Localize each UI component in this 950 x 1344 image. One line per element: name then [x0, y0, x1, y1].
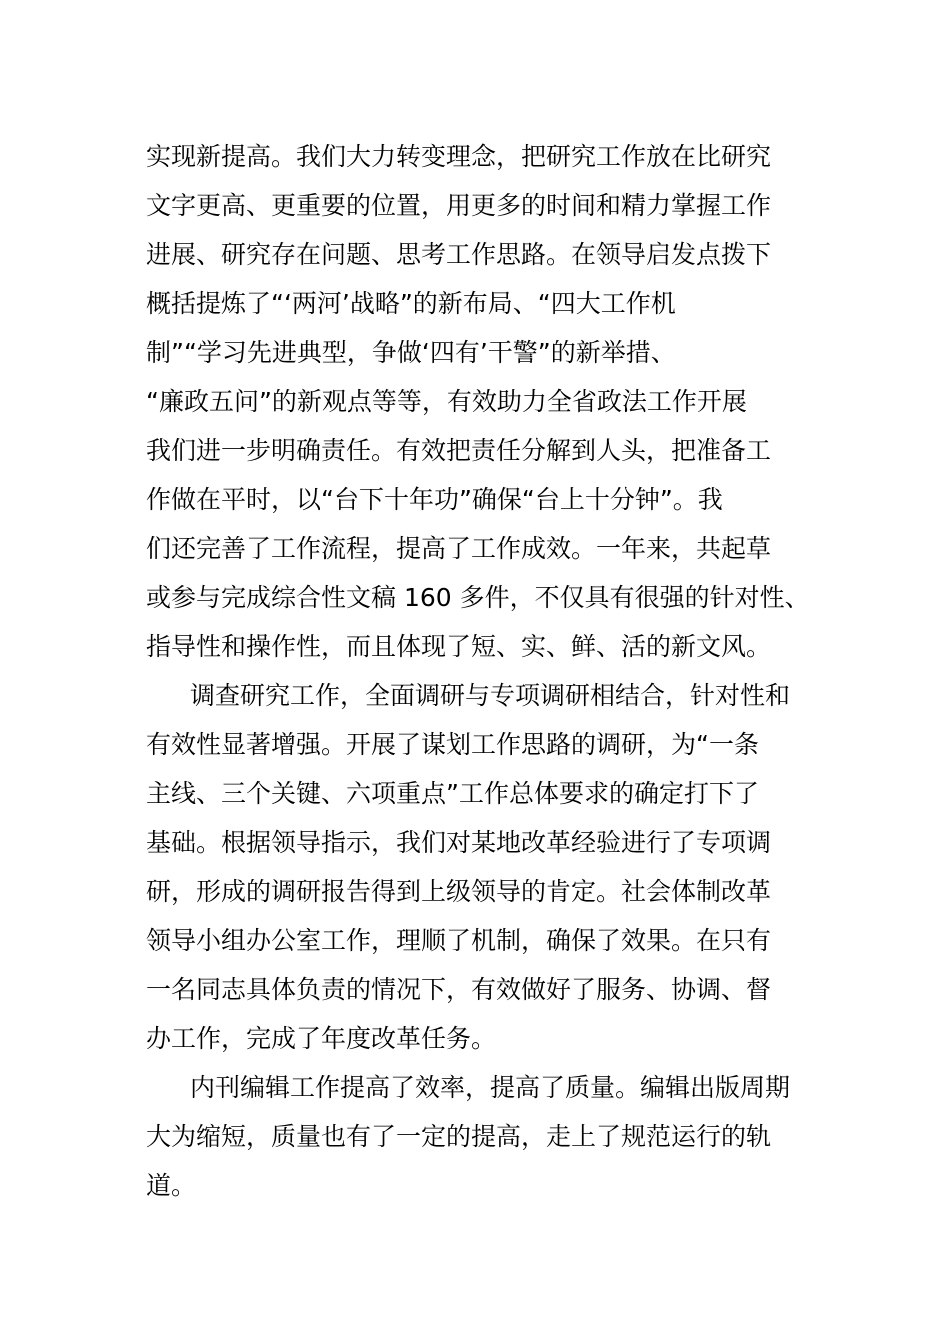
text-line: 有效性显著增强。开展了谋划工作思路的调研，为“一条 [146, 730, 759, 759]
text-line: “廉政五问”的新观点等等，有效助力全省政法工作开展 [146, 387, 747, 416]
text-line: 文字更高、更重要的位置，用更多的时间和精力掌握工作 [146, 191, 772, 220]
text-line: 我们进一步明确责任。有效把责任分解到人头，把准备工 [146, 436, 772, 465]
text-line: 领导小组办公室工作，理顺了机制，确保了效果。在只有 [146, 926, 772, 955]
paragraph-first-line: 调查研究工作，全面调研与专项调研相结合，针对性和 [190, 681, 791, 710]
text-line: 道。 [146, 1171, 197, 1200]
paragraph-first-line: 内刊编辑工作提高了效率，提高了质量。编辑出版周期 [190, 1073, 791, 1102]
text-line: 实现新提高。我们大力转变理念，把研究工作放在比研究 [146, 142, 772, 171]
text-line: 们还完善了工作流程，提高了工作成效。一年来，共起草 [146, 534, 772, 563]
text-line: 概括提炼了“‘两河’战略”的新布局、“四大工作机 [146, 289, 676, 318]
text-line: 或参与完成综合性文稿 160 多件，不仅具有很强的针对性、 [146, 583, 810, 612]
text-line: 大为缩短，质量也有了一定的提高，走上了规范运行的轨 [146, 1122, 772, 1151]
text-line: 作做在平时，以“台下十年功”确保“台上十分钟”。我 [146, 485, 723, 514]
text-line: 进展、研究存在问题、思考工作思路。在领导启发点拨下 [146, 240, 772, 269]
text-line: 办工作，完成了年度改革任务。 [146, 1024, 497, 1053]
text-line: 研，形成的调研报告得到上级领导的肯定。社会体制改革 [146, 877, 772, 906]
text-line: 基础。根据领导指示，我们对某地改革经验进行了专项调 [146, 828, 772, 857]
text-line: 制”“学习先进典型，争做‘四有’干警”的新举措、 [146, 338, 676, 367]
text-line: 指导性和操作性，而且体现了短、实、鲜、活的新文风。 [146, 632, 772, 661]
text-line: 一名同志具体负责的情况下，有效做好了服务、协调、督 [146, 975, 772, 1004]
document-body [146, 132, 816, 1210]
text-line: 主线、三个关键、六项重点”工作总体要求的确定打下了 [146, 779, 759, 808]
